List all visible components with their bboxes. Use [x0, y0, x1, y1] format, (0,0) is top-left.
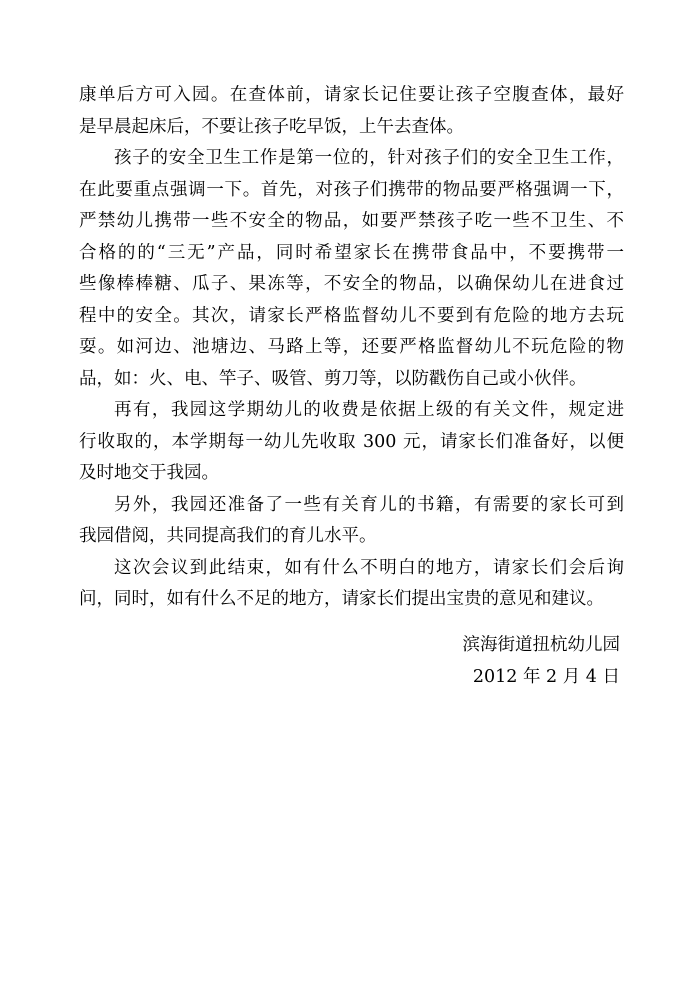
text-line: 这次会议到此结束，如有什么不明白的地方，请家长们会后询 — [114, 557, 624, 578]
text-line: 在此要重点强调一下。首先，对孩子们携带的物品要严格强调一下， — [79, 179, 624, 200]
paragraph-safety — [79, 143, 624, 395]
text-line: 严禁幼儿携带一些不安全的物品，如要严禁孩子吃一些不卫生、不 — [79, 211, 624, 231]
text-line: 再有，我园这学期幼儿的收费是依据上级的有关文件，规定进 — [114, 400, 624, 420]
signature-block — [463, 629, 621, 693]
paragraph-closing — [79, 553, 624, 616]
signature-organization: 滨海街道扭杭幼儿园 — [462, 635, 620, 655]
paragraph-medical-check — [79, 80, 624, 143]
text-line: 另外，我园还准备了一些有关育儿的书籍，有需要的家长可到 — [114, 494, 624, 515]
text-line: 程中的安全。其次，请家长严格监督幼儿不要到有危险的地方去玩 — [79, 305, 624, 326]
signature-date: 2012 年 2 月 4 日 — [472, 667, 620, 687]
text-line: 我园借阅，共同提高我们的育儿水平。 — [79, 526, 377, 546]
text-line: 合格的的“三无”产品，同时希望家长在携带食品中，不要携带一 — [79, 242, 624, 263]
text-line: 耍。如河边、池塘边、马路上等，还要严格监督幼儿不玩危险的物 — [79, 337, 624, 357]
text-line: 品，如：火、电、竿子、吸管、剪刀等，以防戳伤自己或小伙伴。 — [79, 368, 587, 389]
document-body — [79, 80, 624, 616]
text-line: 是早晨起床后，不要让孩子吃早饭，上午去查体。 — [79, 116, 464, 137]
text-line: 些像棒棒糖、瓜子、果冻等，不安全的物品，以确保幼儿在进食过 — [79, 274, 624, 294]
text-line: 问，同时，如有什么不足的地方，请家长们提出宝贵的意见和建议。 — [79, 589, 604, 609]
text-line: 行收取的，本学期每一幼儿先收取 300 元，请家长们准备好，以便 — [79, 431, 624, 452]
paragraph-books — [79, 490, 624, 553]
paragraph-fees — [79, 395, 624, 490]
text-line: 及时地交于我园。 — [79, 463, 219, 483]
text-line: 孩子的安全卫生工作是第一位的，针对孩子们的安全卫生工作， — [114, 148, 624, 168]
text-line: 康单后方可入园。在查体前，请家长记住要让孩子空腹查体，最好 — [79, 85, 624, 105]
